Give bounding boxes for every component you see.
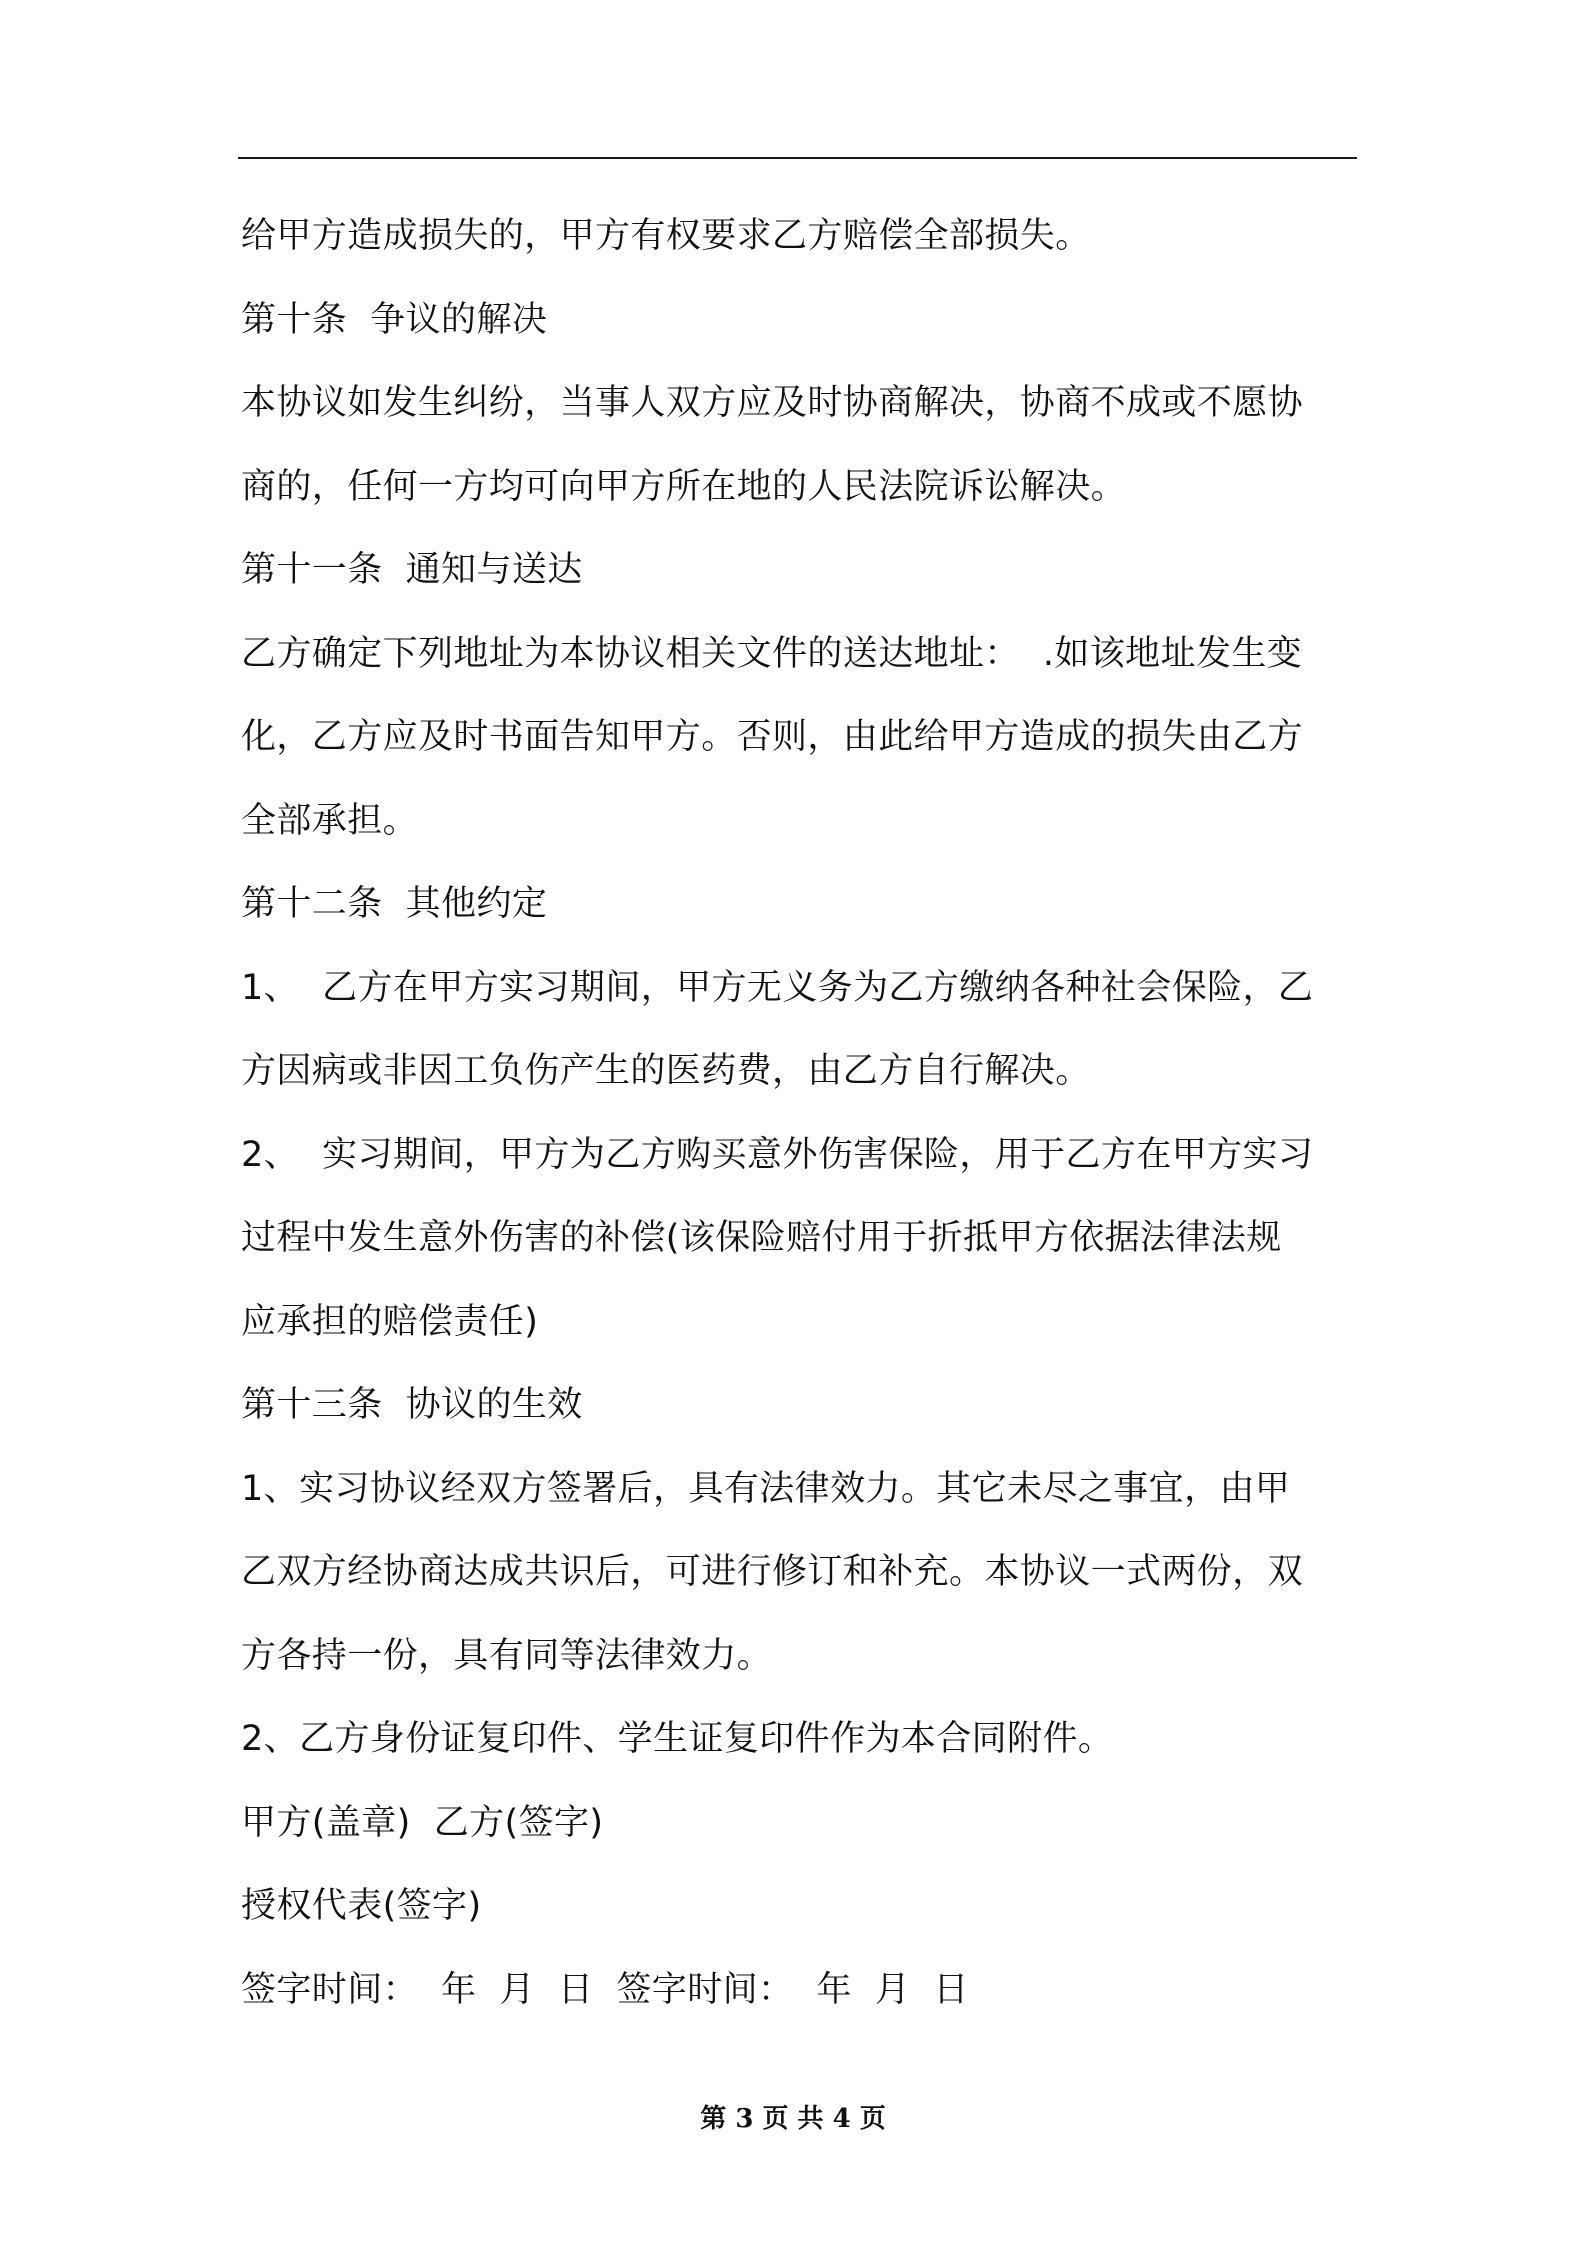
signature-date-line: 签字时间： 年 月 日 签字时间： 年 月 日 xyxy=(241,1969,969,2010)
text-line: 乙方确定下列地址为本协议相关文件的送达地址： .如该地址发生变 xyxy=(241,633,1303,674)
text-line: 给甲方造成损失的，甲方有权要求乙方赔偿全部损失。 xyxy=(241,216,1091,256)
text-line: 应承担的赔偿责任) xyxy=(241,1301,539,1342)
text-line: 2、 实习期间，甲方为乙方购买意外伤害保险，用于乙方在甲方实习 xyxy=(241,1134,1314,1175)
document-body xyxy=(241,195,1357,2032)
text-line: 方因病或非因工负伤产生的医药费，由乙方自行解决。 xyxy=(241,1051,1091,1091)
signature-parties-line: 甲方(盖章) 乙方(签字) xyxy=(241,1802,604,1843)
article-heading: 第十三条 协议的生效 xyxy=(241,1385,583,1425)
text-line: 1、 乙方在甲方实习期间，甲方无义务为乙方缴纳各种社会保险，乙 xyxy=(241,967,1314,1008)
text-line: 方各持一份，具有同等法律效力。 xyxy=(241,1635,773,1676)
text-line: 商的，任何一方均可向甲方所在地的人民法院诉讼解决。 xyxy=(241,466,1127,507)
text-line: 乙双方经协商达成共识后，可进行修订和补充。本协议一式两份，双 xyxy=(241,1552,1304,1592)
article-heading: 第十二条 其他约定 xyxy=(241,884,548,924)
article-heading: 第十一条 通知与送达 xyxy=(241,550,583,590)
text-line: 全部承担。 xyxy=(241,800,419,841)
article-heading: 第十条 争议的解决 xyxy=(241,299,548,340)
text-line: 1、实习协议经双方签署后，具有法律效力。其它未尽之事宜，由甲 xyxy=(241,1468,1291,1509)
text-line: 本协议如发生纠纷，当事人双方应及时协商解决，协商不成或不愿协 xyxy=(241,383,1304,423)
text-line: 过程中发生意外伤害的补偿(该保险赔付用于折抵甲方依据法律法规 xyxy=(241,1218,1282,1258)
text-line: 2、乙方身份证复印件、学生证复印件作为本合同附件。 xyxy=(241,1719,1114,1759)
authorized-representative-line: 授权代表(签字) xyxy=(241,1886,482,1926)
header-rule xyxy=(238,157,1357,159)
text-line: 化，乙方应及时书面告知甲方。否则，由此给甲方造成的损失由乙方 xyxy=(241,717,1304,757)
page-number-footer: 第 3 页 共 4 页 xyxy=(700,2104,886,2134)
